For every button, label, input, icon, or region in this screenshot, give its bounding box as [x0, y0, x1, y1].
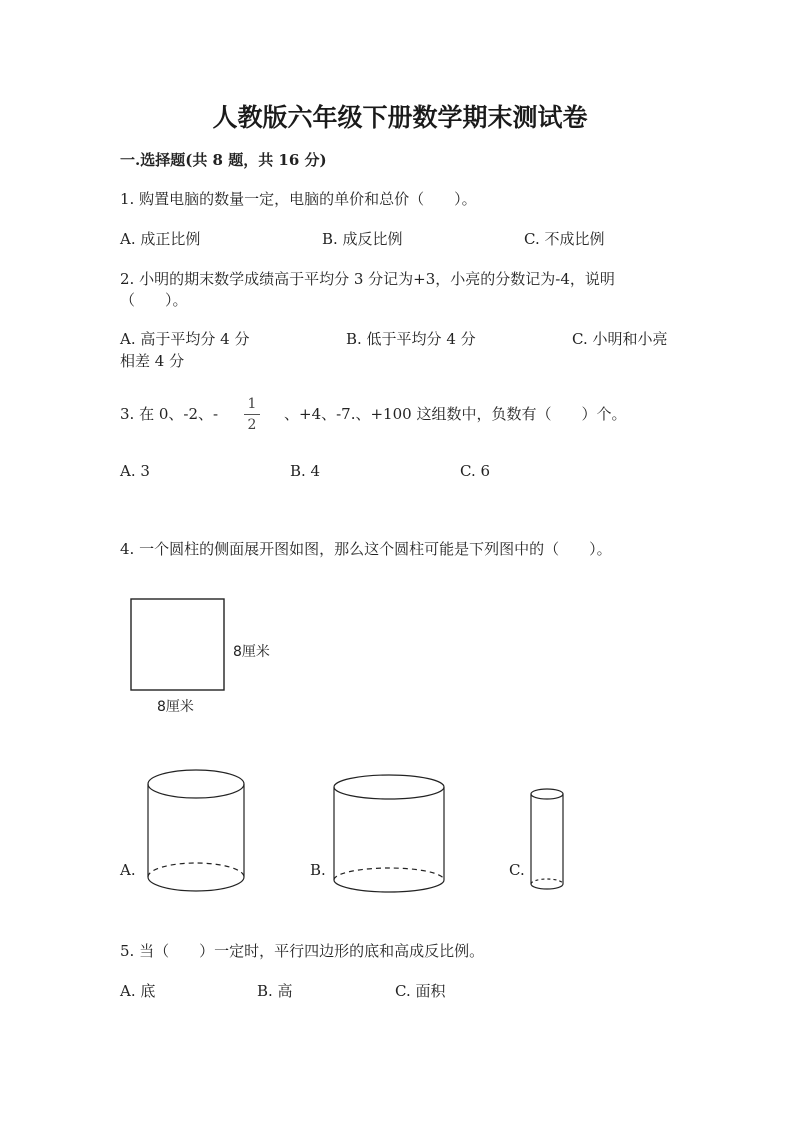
page-title: 人教版六年级下册数学期末测试卷 [212, 103, 588, 132]
fraction-numerator: 1 [247, 396, 257, 412]
square-bottom-label: 8厘米 [157, 699, 194, 715]
question-4-option-c: C. [509, 861, 525, 879]
question-3-text-before: 3. 在 0、-2、- [120, 405, 219, 423]
question-2-text-line1: 2. 小明的期末数学成绩高于平均分 3 分记为+3，小亮的分数记为-4，说明 [120, 270, 615, 288]
question-3-option-c: C. 6 [460, 462, 491, 480]
cylinder-b [334, 775, 444, 892]
cylinder-a [148, 770, 244, 891]
question-3-option-b: B. 4 [290, 462, 321, 480]
square-side-label: 8厘米 [233, 644, 270, 660]
question-3-text-after: 、+4、-7.、+100 这组数中，负数有（ ）个。 [284, 405, 627, 423]
question-4-option-a: A. [120, 861, 136, 879]
question-2-option-c-cont: 相差 4 分 [120, 352, 185, 370]
question-5-option-a: A. 底 [120, 982, 156, 1000]
question-2-option-c: C. 小明和小亮 [572, 330, 668, 348]
question-5-text: 5. 当（ ）一定时，平行四边形的底和高成反比例。 [120, 942, 485, 960]
question-4-option-b: B. [310, 861, 326, 879]
question-1-option-b: B. 成反比例 [322, 230, 403, 248]
question-1-option-c: C. 不成比例 [524, 230, 605, 248]
fraction-denominator: 2 [247, 417, 257, 433]
section-heading: 一.选择题(共 8 题，共 16 分) [120, 151, 327, 169]
question-5-option-b: B. 高 [257, 982, 293, 1000]
question-3-option-a: A. 3 [120, 462, 150, 480]
question-1-text: 1. 购置电脑的数量一定，电脑的单价和总价（ ）。 [120, 190, 477, 208]
question-4-text: 4. 一个圆柱的侧面展开图如图，那么这个圆柱可能是下列图中的（ ）。 [120, 540, 612, 558]
question-2-option-a: A. 高于平均分 4 分 [120, 330, 250, 348]
question-5-option-c: C. 面积 [395, 982, 446, 1000]
question-1-option-a: A. 成正比例 [120, 230, 201, 248]
cylinder-c [531, 789, 563, 889]
question-2-option-b: B. 低于平均分 4 分 [346, 330, 476, 348]
question-2-text-line2: （ ）。 [120, 291, 188, 309]
